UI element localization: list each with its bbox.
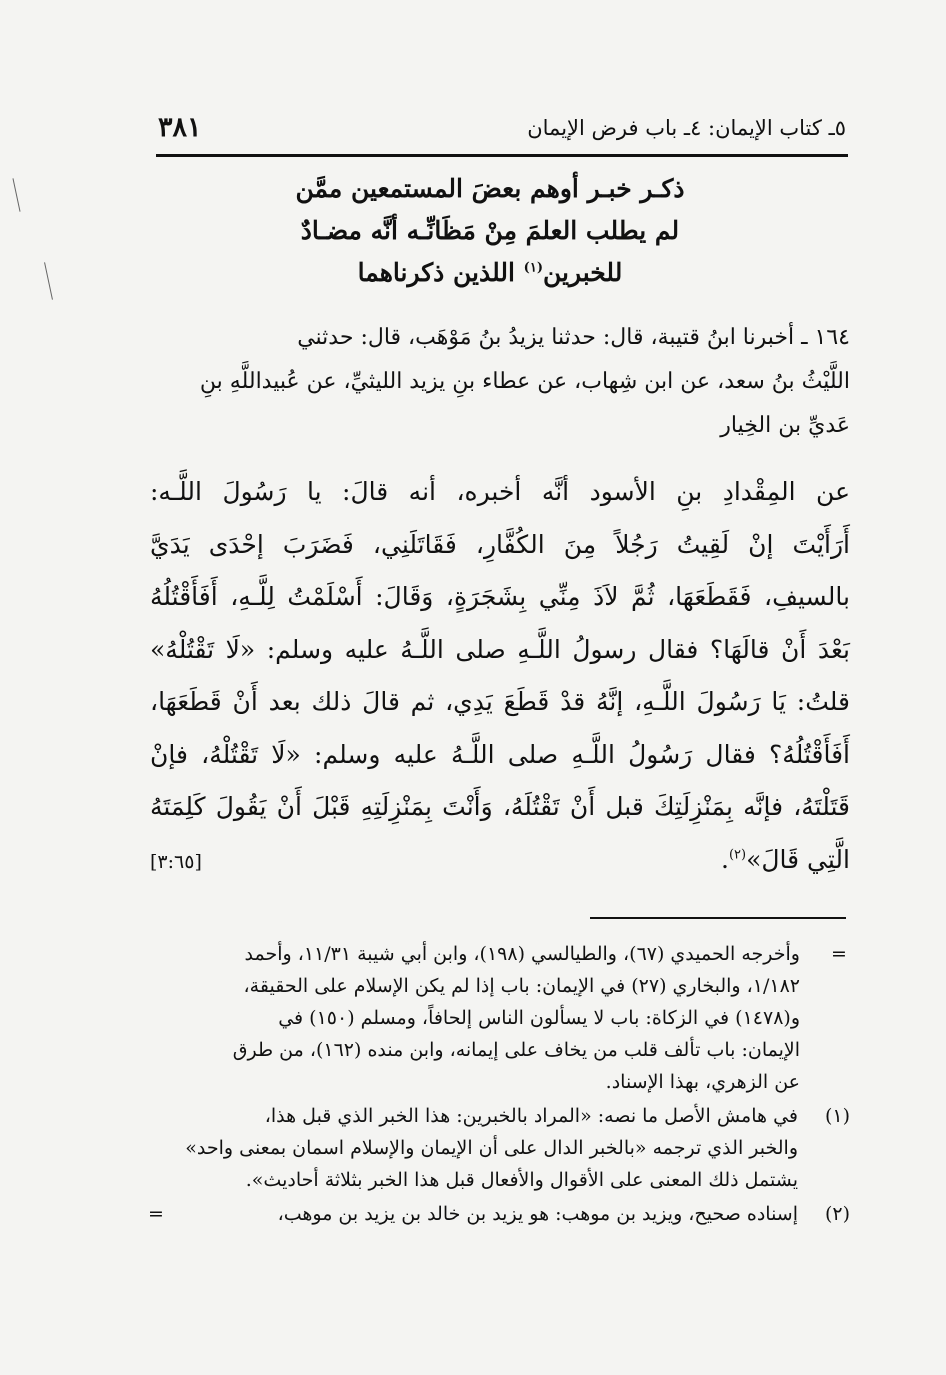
hadith-isnad [150, 316, 850, 448]
isnad-line: ١٦٤ ـ أخبرنا ابنُ قتيبة، قال: حدثنا يزيدُ بنُ مَوْهَب، قال: حدثني [297, 325, 850, 350]
footnote-body [148, 1198, 798, 1230]
footnote-line: ١/١٨٢، والبخاري (٢٧) في الإيمان: باب إذا لم يكن الإسلام على الحقيقة، [243, 975, 800, 997]
footnote-marker: (١) [824, 1105, 850, 1127]
footnote-rule [590, 917, 846, 919]
footnote-marker: = [831, 943, 847, 965]
footnote-body [148, 1100, 798, 1196]
running-title: ٥ـ كتاب الإيمان: ٤ـ باب فرض الإيمان [527, 116, 846, 140]
footnotes [148, 938, 850, 1232]
isnad-line: عَديِّ بن الخِيار [720, 413, 850, 438]
matn-line: بَعْدَ أَنْ قالَهَا؟ فقال رسولُ اللَّـهِ صلى اللَّـهُ عليه وسلم: «لَا تَقْتُلْهُ» [150, 634, 850, 664]
footnote-line: إسناده صحيح، ويزيد بن موهب: هو يزيد بن خالد بن يزيد بن موهب، [277, 1203, 798, 1225]
scan-artifact-mark [44, 262, 53, 299]
matn-line: بالسيفِ، فَقَطَعَهَا، ثُمَّ لاَذَ مِنِّي بِشَجَرَةٍ، وَقَالَ: أَسْلَمْتُ لِلَّـهِ، أَفَأَقْتُلُهُ [150, 582, 850, 611]
header-rule [156, 154, 848, 157]
page-number: ٣٨١ [158, 112, 202, 143]
footnote-marker: (٢) [824, 1203, 850, 1225]
footnote-line: الإيمان: باب تألف قلب من يخاف على إيمانه، وابن منده (١٦٢)، من طرق [232, 1039, 800, 1061]
footnote-continued [148, 938, 850, 1098]
footnote-line: عن الزهري، بهذا الإسناد. [605, 1071, 800, 1093]
footnote-ref: (١) [523, 260, 543, 276]
matn-line: عن المِقْدادِ بنِ الأسود أنَّه أخبره، أنه قالَ: يا رَسُولَ اللَّـه: [150, 477, 850, 506]
footnote-line: و(١٤٧٨) في الزكاة: باب لا يسألون الناس إلحافاً، ومسلم (١٥٠) في [278, 1007, 800, 1029]
chapter-heading-line: للخبرين$^{(١)}$ اللذين ذكرناهما [357, 258, 623, 287]
matn-line: قلتُ: يَا رَسُولَ اللَّـهِ، إنَّهُ قدْ قَطَعَ يَدِي، ثم قالَ ذلك بعد أَنْ قَطَعَهَا، [150, 687, 850, 716]
footnote-ref: (٢) [728, 847, 747, 863]
matn-line: أَفَأَقْتُلُهُ؟ فقال رَسُولُ اللَّـهِ صلى اللَّـهُ عليه وسلم: «لَا تَقْتُلْهُ، فإنْ [150, 739, 850, 769]
footnote-line: في هامش الأصل ما نصه: «المراد بالخبرين: هذا الخبر الذي قبل هذا، [264, 1105, 798, 1127]
footnote-1 [148, 1100, 850, 1196]
hadith-matn [150, 466, 850, 888]
footnote-continues-marker: = [148, 1203, 164, 1225]
scan-artifact-mark [12, 178, 20, 211]
hadith-reference: [٣:٦٥] [150, 850, 202, 873]
matn-line: الَّتِي قَالَ»$^{(٢)}$. [720, 844, 850, 874]
footnote-line: يشتمل ذلك المعنى على الأقوال والأفعال قبل هذا الخبر بثلاثة أحاديث». [245, 1169, 798, 1191]
chapter-heading-line: لم يطلب العلمَ مِنْ مَظَانِّـه أنَّه مضـادٌ [300, 216, 680, 245]
matn-last-line [150, 834, 850, 889]
isnad-line: اللَّيْثُ بنُ سعد، عن ابن شِهاب، عن عطاء بنِ يزيد الليثيِّ، عن عُبيداللَّهِ بنِ [199, 369, 850, 394]
footnote-2 [148, 1198, 850, 1230]
matn-line: قَتَلْتَهُ، فإنَّه بِمَنْزِلَتِكَ قبل أَنْ تَقْتُلَهُ، وَأَنْتَ بِمَنْزِلَتِهِ قَبْلَ أَنْ يَقُولَ كَلِمَتَهُ [150, 792, 850, 821]
footnote-line: والخبر الذي ترجمه «بالخبر الدال على أن الإيمان والإسلام اسمان بمعنى واحد» [185, 1137, 798, 1159]
chapter-heading [240, 168, 740, 294]
footnote-body [148, 938, 800, 1098]
chapter-heading-line: ذكـر خبـر أوهم بعضَ المستمعين ممَّن [295, 174, 685, 203]
matn-line: أَرَأَيْتَ إنْ لَقِيتُ رَجُلاً مِنَ الكُفَّارِ، فَقَاتَلَنِي، فَضَرَبَ إحْدَى يَدَيَّ [150, 529, 850, 559]
footnote-line: وأخرجه الحميدي (٦٧)، والطيالسي (١٩٨)، وابن أبي شيبة ١١/٣١، وأحمد [244, 943, 800, 965]
